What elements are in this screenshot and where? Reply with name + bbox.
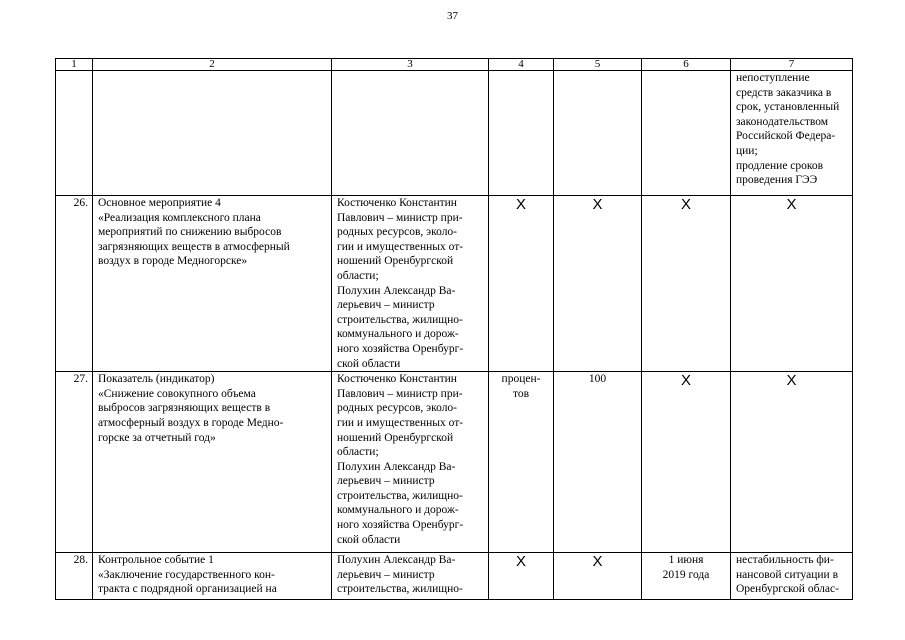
cell-line: ношений Оренбургской: [337, 255, 454, 268]
cell-line: нестабильность фи-: [736, 554, 834, 567]
cell-line: воздух в городе Медногорске»: [98, 255, 248, 268]
cell-line: ции;: [736, 144, 758, 157]
document-table: [55, 58, 853, 600]
cell-line: ской области: [337, 533, 401, 546]
cell-line: Костюченко Константин: [337, 373, 457, 386]
cell-line: 1 июня: [668, 554, 704, 567]
row-number: 28.: [73, 554, 88, 567]
cell-line: Контрольное событие 1: [98, 554, 214, 567]
cell-line: Основное мероприятие 4: [98, 197, 221, 209]
col-header: 7: [731, 59, 853, 71]
cell-line: «Заключение государственного кон-: [98, 568, 275, 581]
cell-line: Оренбургской облас-: [736, 583, 839, 596]
cell-risks: [731, 372, 853, 553]
cell-line: «Реализация комплексного плана: [98, 211, 261, 224]
col-header: 1: [56, 59, 93, 71]
cell-value: [554, 372, 642, 553]
col-header: 2: [93, 59, 332, 71]
col-header: 3: [332, 59, 489, 71]
cell-unit: [489, 71, 554, 196]
cell-responsible: [332, 71, 489, 196]
cell-responsible: [332, 372, 489, 553]
cell-line: строительства, жилищно-: [337, 583, 463, 596]
cell-name: [93, 71, 332, 196]
not-applicable-mark: X: [515, 196, 526, 213]
cell-line: нансовой ситуации в: [736, 568, 839, 581]
cell-value: [554, 553, 642, 600]
cell-line: законодательством: [736, 115, 829, 128]
cell-line: тов: [512, 387, 530, 400]
cell-date: [642, 372, 731, 553]
cell-line: 2019 года: [662, 568, 710, 581]
cell-name: [93, 553, 332, 600]
cell-line: процен-: [501, 373, 541, 386]
cell-unit: [489, 196, 554, 372]
cell-line: продление сроков: [736, 159, 824, 172]
cell-line: «Снижение совокупного объема: [98, 387, 256, 400]
cell-line: коммунального и дорож-: [337, 328, 459, 341]
row-number: 27.: [73, 373, 88, 386]
table-row: [56, 372, 853, 553]
cell-line: области;: [337, 446, 379, 459]
cell-value: [554, 196, 642, 372]
not-applicable-mark: X: [786, 372, 797, 390]
col-header: 6: [642, 59, 731, 71]
cell-risks: [731, 196, 853, 372]
cell-line: Полухин Александр Ва-: [337, 460, 456, 473]
cell-line: ской области: [337, 357, 401, 370]
cell-line: горске за отчетный год»: [98, 431, 216, 444]
cell-line: ного хозяйства Оренбург-: [337, 519, 464, 532]
not-applicable-mark: X: [786, 196, 797, 213]
cell-line: лерьевич – министр: [337, 475, 435, 488]
cell-line: родных ресурсов, эколо-: [337, 226, 458, 239]
cell-line: непоступление: [736, 72, 810, 84]
cell-line: ного хозяйства Оренбург-: [337, 342, 464, 355]
cell-line: срок, установленный: [736, 101, 840, 114]
cell-line: коммунального и дорож-: [337, 504, 459, 517]
not-applicable-mark: X: [592, 196, 603, 213]
page-number: 37: [447, 10, 458, 22]
cell-risks: [731, 71, 853, 196]
cell-line: лерьевич – министр: [337, 568, 435, 581]
cell-line: проведения ГЭЭ: [736, 174, 818, 187]
cell-name: [93, 372, 332, 553]
not-applicable-mark: X: [680, 372, 691, 390]
not-applicable-mark: X: [592, 553, 603, 571]
cell-line: гии и имущественных от-: [337, 240, 464, 253]
cell-line: 100: [588, 373, 607, 386]
cell-line: Российской Федера-: [736, 130, 836, 143]
cell-line: строительства, жилищно-: [337, 313, 463, 326]
cell-line: средств заказчика в: [736, 86, 832, 99]
not-applicable-mark: X: [680, 196, 691, 213]
table-row: [56, 553, 853, 600]
cell-line: мероприятий по снижению выбросов: [98, 226, 282, 239]
cell-value: [554, 71, 642, 196]
col-header: 5: [554, 59, 642, 71]
cell-responsible: [332, 553, 489, 600]
cell-line: лерьевич – министр: [337, 299, 435, 312]
cell-line: тракта с подрядной организацией на: [98, 583, 277, 596]
cell-line: Павлович – министр при-: [337, 211, 463, 224]
col-header: 4: [489, 59, 554, 71]
cell-line: загрязняющих веществ в атмосферный: [98, 240, 290, 253]
cell-date: [642, 71, 731, 196]
cell-num: [56, 553, 93, 600]
cell-line: Полухин Александр Ва-: [337, 554, 456, 567]
cell-date: [642, 196, 731, 372]
row-number: 26.: [73, 197, 88, 209]
cell-date: [642, 553, 731, 600]
cell-line: выбросов загрязняющих веществ в: [98, 402, 271, 415]
table-row: [56, 196, 853, 372]
cell-unit: [489, 553, 554, 600]
table-header-row: [56, 59, 853, 71]
cell-line: ношений Оренбургской: [337, 431, 454, 444]
cell-line: гии и имущественных от-: [337, 416, 464, 429]
cell-line: Павлович – министр при-: [337, 387, 463, 400]
cell-line: Показатель (индикатор): [98, 373, 215, 386]
cell-unit: [489, 372, 554, 553]
cell-num: [56, 71, 93, 196]
cell-line: строительства, жилищно-: [337, 489, 463, 502]
cell-line: атмосферный воздух в городе Медно-: [98, 416, 284, 429]
cell-line: области;: [337, 269, 379, 282]
cell-responsible: [332, 196, 489, 372]
cell-name: [93, 196, 332, 372]
cell-num: [56, 372, 93, 553]
cell-line: Костюченко Константин: [337, 197, 457, 209]
not-applicable-mark: X: [515, 553, 526, 571]
table-row: [56, 71, 853, 196]
cell-num: [56, 196, 93, 372]
cell-line: родных ресурсов, эколо-: [337, 402, 458, 415]
cell-risks: [731, 553, 853, 600]
cell-line: Полухин Александр Ва-: [337, 284, 456, 297]
